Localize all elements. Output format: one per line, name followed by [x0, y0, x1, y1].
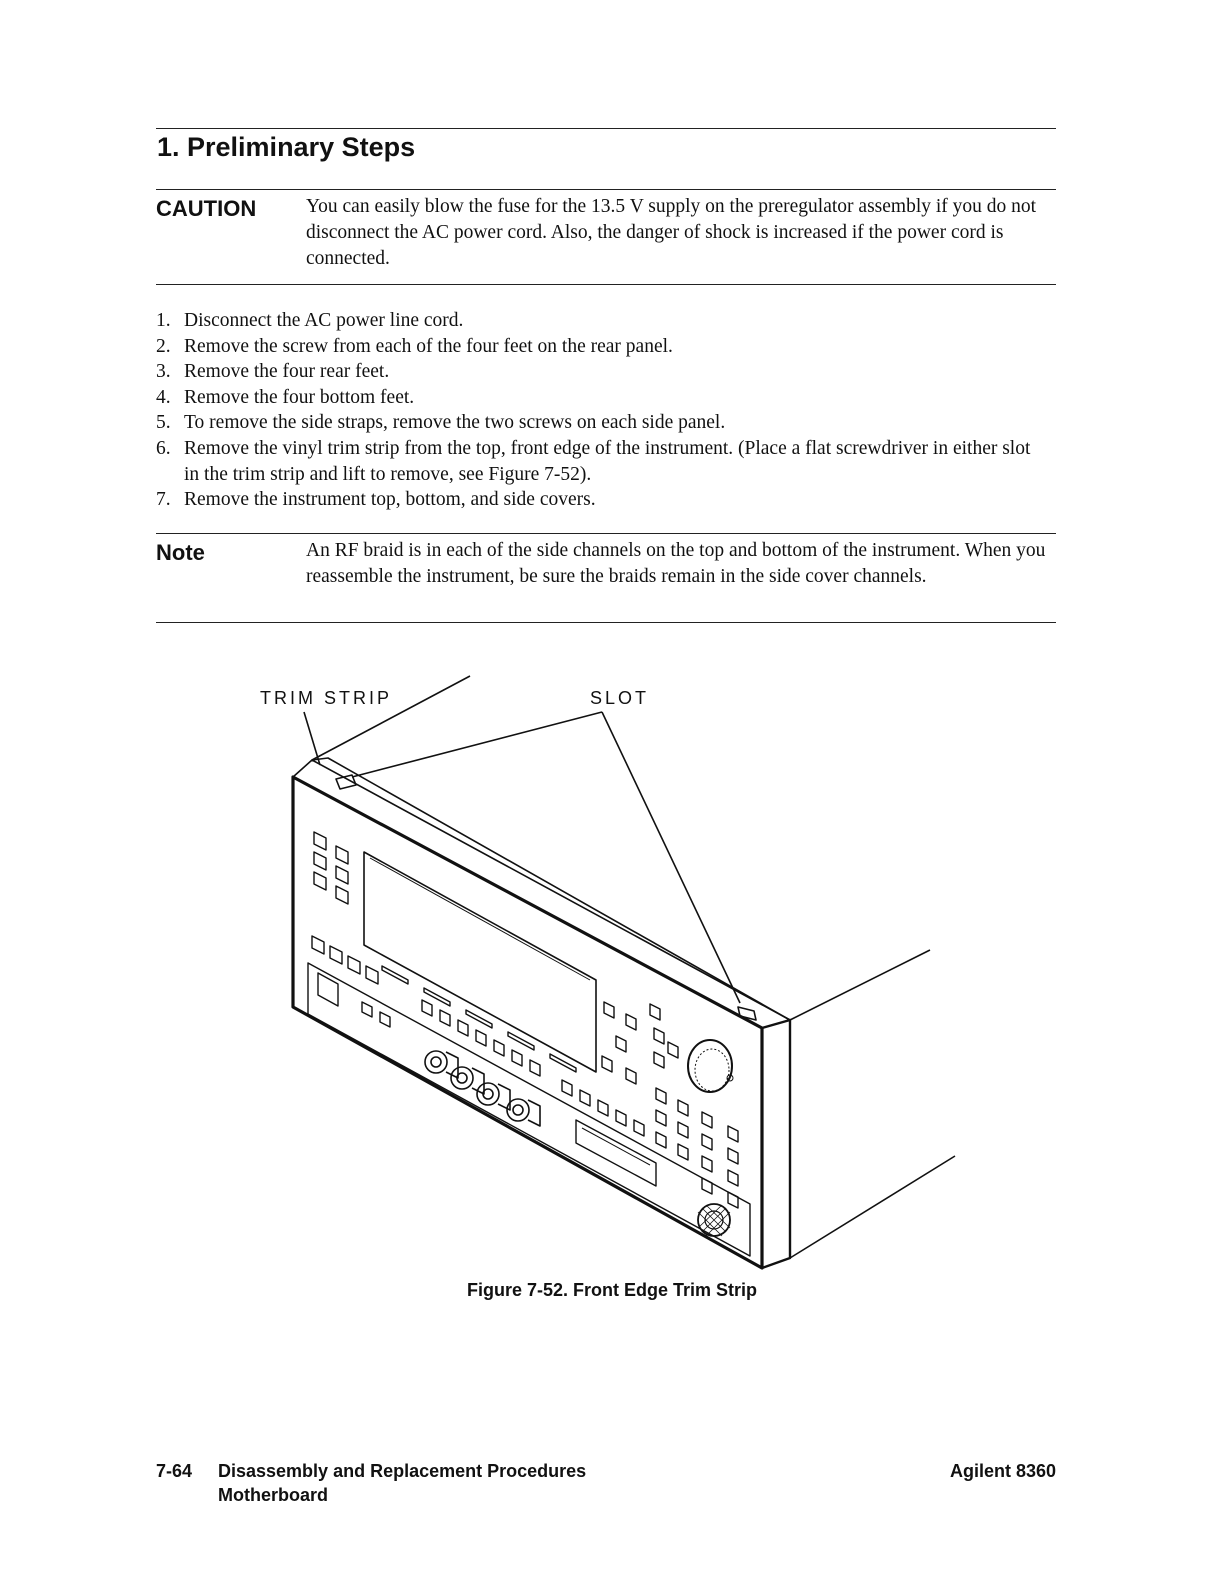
caution-bottom-rule: [156, 284, 1056, 285]
step-item: 7. Remove the instrument top, bottom, and side covers.: [156, 489, 596, 511]
section-title: 1. Preliminary Steps: [157, 132, 416, 162]
note-text: An RF braid is in each of the side channels on the top and bottom of the instrument. When you reassemble the instrument, be sure the braids remain in the side cover channels.: [306, 540, 1046, 587]
step-item: 4. Remove the four bottom feet.: [156, 386, 415, 408]
chapter-title: Disassembly and Replacement Procedures: [218, 1461, 587, 1481]
step-item: 1. Disconnect the AC power line cord.: [156, 310, 464, 331]
title-rule: [156, 128, 1056, 129]
page-number: 7-64: [156, 1461, 193, 1481]
caution-label: CAUTION: [156, 196, 257, 221]
trim-strip-callout: TRIM STRIP: [260, 688, 392, 708]
caution-text: You can easily blow the fuse for the 13.5 V supply on the preregulator assembly if you do not disconnect the AC power cord. Also, the danger of shock is increased if the power cord is connected.: [306, 196, 1037, 269]
step-item: 6. Remove the vinyl trim strip from the top, front edge of the instrument. (Place a flat screwdriver in either slot in the trim strip and lift to remove, see Figure 7-52).: [156, 437, 1031, 485]
product-name: Agilent 8360: [949, 1461, 1056, 1481]
footer-left: [156, 1459, 192, 1483]
note-bottom-rule: [156, 622, 1056, 623]
figure-caption: Figure 7-52. Front Edge Trim Strip: [466, 1280, 758, 1300]
footer-chapter: [218, 1459, 586, 1507]
caution-top-rule: [156, 189, 1056, 190]
steps-list: [156, 308, 1036, 513]
step-item: 3. Remove the four rear feet.: [156, 361, 390, 383]
slot-callout: SLOT: [590, 688, 650, 708]
chapter-section: Motherboard: [218, 1485, 328, 1505]
step-item: 2. Remove the screw from each of the four feet on the rear panel.: [156, 335, 673, 357]
note-top-rule: [156, 533, 1056, 534]
step-item: 5. To remove the side straps, remove the two screws on each side panel.: [156, 412, 726, 434]
note-label: Note: [156, 540, 205, 565]
instrument-illustration: [150, 660, 980, 1280]
